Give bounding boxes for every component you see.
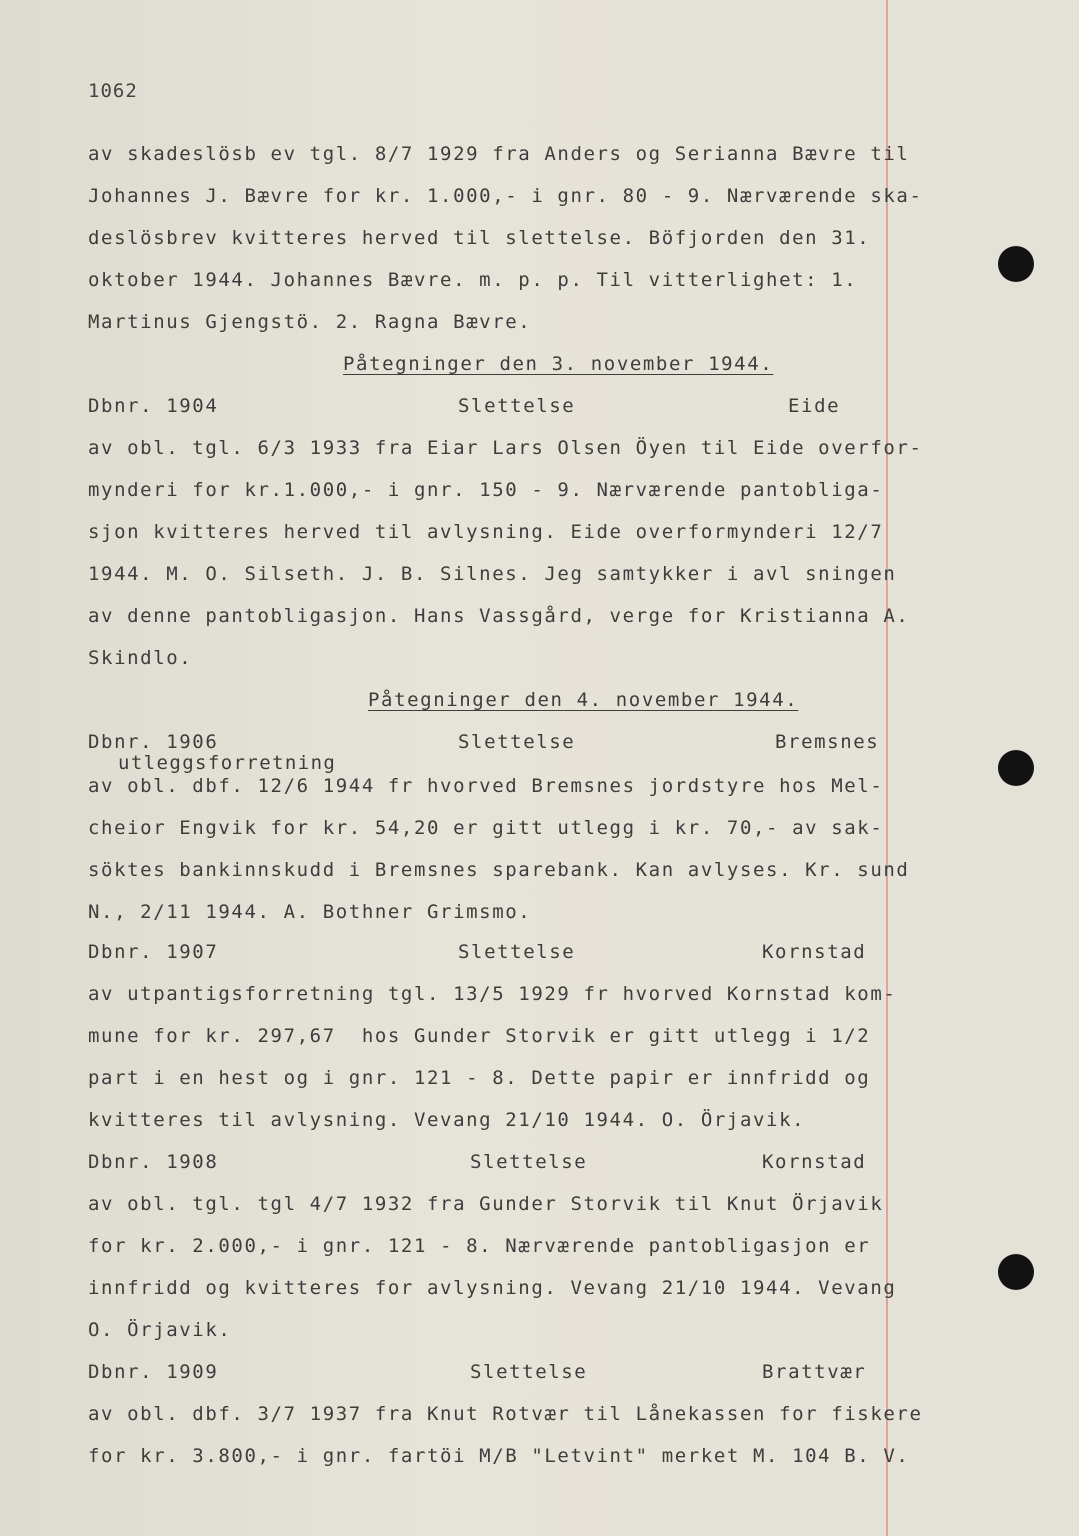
entry-place: Kornstad [762, 941, 867, 963]
text-line: for kr. 2.000,- i gnr. 121 - 8. Nærværende pantobligasjon er [88, 1235, 871, 1257]
page-number: 1062 [88, 80, 138, 102]
section-heading: Påtegninger den 3. november 1944. [343, 353, 774, 375]
text-line: part i en hest og i gnr. 121 - 8. Dette papir er innfridd og [88, 1067, 871, 1089]
entry-type: Slettelse [470, 1361, 588, 1383]
text-line: av obl. tgl. 6/3 1933 fra Eiar Lars Olsen Öyen til Eide overfor- [88, 437, 923, 459]
text-line: N., 2/11 1944. A. Bothner Grimsmo. [88, 901, 532, 923]
entry-number: Dbnr. 1907 [88, 941, 219, 963]
entry-place: Brattvær [762, 1361, 867, 1383]
text-line: Johannes J. Bævre for kr. 1.000,- i gnr. 80 - 9. Nærværende ska- [88, 185, 923, 207]
entry-place: Kornstad [762, 1151, 867, 1173]
entry-type: Slettelse [458, 731, 576, 753]
entry-type: Slettelse [458, 395, 576, 417]
entry-type: Slettelse [458, 941, 576, 963]
entry-header [0, 395, 1079, 423]
text-line: 1944. M. O. Silseth. J. B. Silnes. Jeg samtykker i avl sningen [88, 563, 897, 585]
margin-rule [886, 0, 888, 1536]
text-line: oktober 1944. Johannes Bævre. m. p. p. Til vitterlighet: 1. [88, 269, 858, 291]
text-line: deslösbrev kvitteres herved til slettelse. Böfjorden den 31. [88, 227, 871, 249]
entry-header [0, 1151, 1079, 1179]
text-line: av obl. dbf. 3/7 1937 fra Knut Rotvær til Lånekassen for fiskere [88, 1403, 923, 1425]
text-line: for kr. 3.800,- i gnr. fartöi M/B "Letvint" merket M. 104 B. V. [88, 1445, 910, 1467]
text-line: Skindlo. [88, 647, 193, 669]
entry-number: Dbnr. 1904 [88, 395, 219, 417]
insertion-note: utleggsforretning [118, 752, 337, 774]
text-line: mune for kr. 297,67 hos Gunder Storvik er gitt utlegg i 1/2 [88, 1025, 871, 1047]
punch-hole [998, 246, 1034, 282]
text-line: mynderi for kr.1.000,- i gnr. 150 - 9. Nærværende pantobliga- [88, 479, 884, 501]
entry-place: Bremsnes [775, 731, 880, 753]
text-line: O. Örjavik. [88, 1319, 232, 1341]
text-line: av obl. tgl. tgl 4/7 1932 fra Gunder Storvik til Knut Örjavik [88, 1193, 884, 1215]
text-line: av skadeslösb ev tgl. 8/7 1929 fra Anders og Serianna Bævre til [88, 143, 910, 165]
text-line: av utpantigsforretning tgl. 13/5 1929 fr hvorved Kornstad kom- [88, 983, 897, 1005]
entry-type: Slettelse [470, 1151, 588, 1173]
entry-header [0, 941, 1079, 969]
entry-place: Eide [788, 395, 841, 417]
text-line: Martinus Gjengstö. 2. Ragna Bævre. [88, 311, 532, 333]
text-line: kvitteres til avlysning. Vevang 21/10 1944. O. Örjavik. [88, 1109, 806, 1131]
punch-hole [998, 750, 1034, 786]
text-line: av denne pantobligasjon. Hans Vassgård, verge for Kristianna A. [88, 605, 910, 627]
section-heading: Påtegninger den 4. november 1944. [368, 689, 799, 711]
punch-hole [998, 1254, 1034, 1290]
entry-number: Dbnr. 1906 [88, 731, 219, 753]
text-line: cheior Engvik for kr. 54,20 er gitt utlegg i kr. 70,- av sak- [88, 817, 884, 839]
text-line: av obl. dbf. 12/6 1944 fr hvorved Bremsnes jordstyre hos Mel- [88, 775, 884, 797]
text-line: sjon kvitteres herved til avlysning. Eide overformynderi 12/7 [88, 521, 884, 543]
entry-number: Dbnr. 1909 [88, 1361, 219, 1383]
text-line: innfridd og kvitteres for avlysning. Vevang 21/10 1944. Vevang [88, 1277, 897, 1299]
text-line: söktes bankinnskudd i Bremsnes sparebank. Kan avlyses. Kr. sund [88, 859, 910, 881]
entry-number: Dbnr. 1908 [88, 1151, 219, 1173]
entry-header [0, 1361, 1079, 1389]
